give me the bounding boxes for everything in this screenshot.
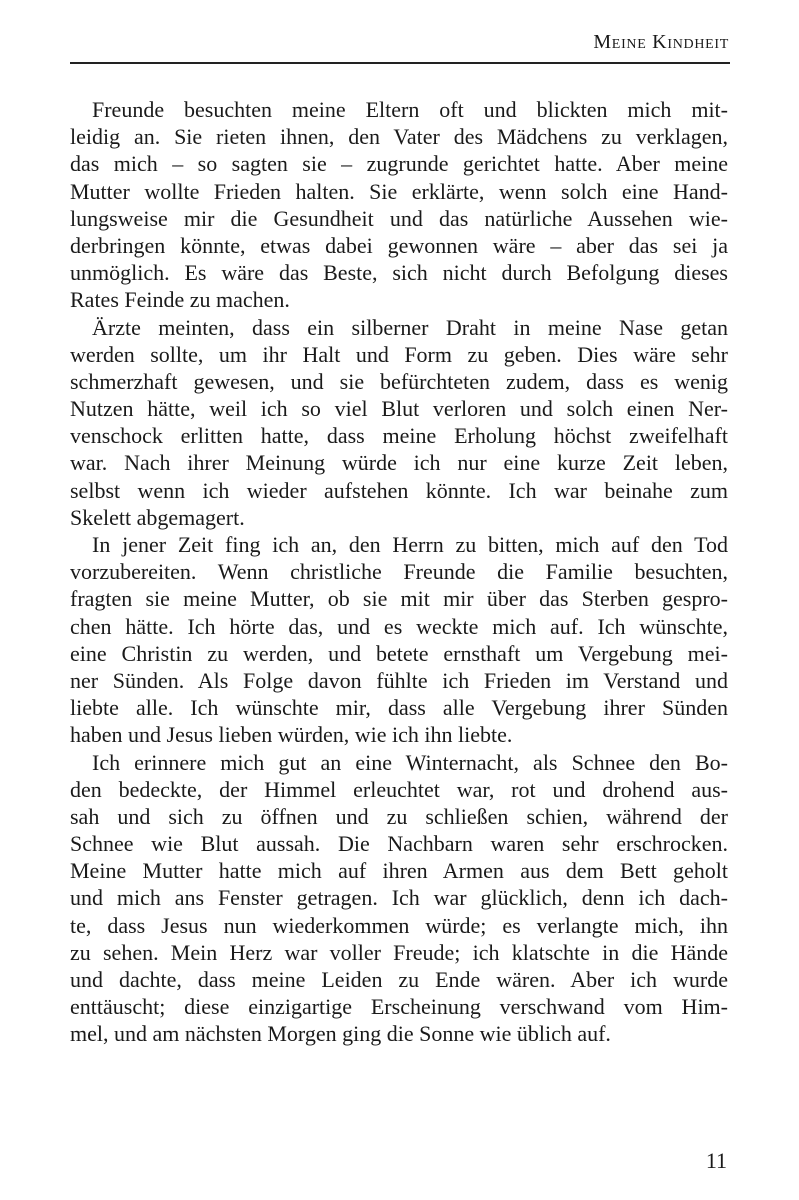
text-line: Ärzte meinten, dass ein silberner Draht in meine Nase getan [92, 314, 728, 340]
paragraph-4 [70, 749, 728, 1048]
text-line: schmerzhaft gewesen, und sie befürchteten zudem, dass es wenig [70, 368, 728, 394]
text-line: Schnee wie Blut aussah. Die Nachbarn waren sehr erschrocken. [70, 831, 728, 857]
page-number: 11 [705, 1148, 727, 1173]
text-line: Skelett abgemagert. [70, 504, 245, 530]
text-line: chen hätte. Ich hörte das, und es weckte mich auf. Ich wünschte, [70, 613, 728, 639]
text-line: Ich erinnere mich gut an eine Winternacht, als Schnee den Bo- [92, 749, 728, 775]
text-line: leidig an. Sie rieten ihnen, den Vater des Mädchens zu verklagen, [70, 124, 728, 150]
text-line: Mutter wollte Frieden halten. Sie erklärte, wenn solch eine Hand- [70, 178, 728, 204]
text-line: zu sehen. Mein Herz war voller Freude; ich klatschte in die Hände [70, 939, 728, 965]
text-line: venschock erlitten hatte, dass meine Erholung höchst zweifelhaft [70, 423, 728, 449]
text-line: selbst wenn ich wieder aufstehen könnte. Ich war beinahe zum [70, 477, 728, 503]
text-line: enttäuscht; diese einzigartige Erscheinung verschwand vom Him- [70, 994, 728, 1020]
text-line: Meine Mutter hatte mich auf ihren Armen aus dem Bett geholt [70, 858, 728, 884]
header-rule [70, 62, 730, 64]
text-line: Freunde besuchten meine Eltern oft und blickten mich mit- [92, 97, 728, 122]
paragraph-3 [70, 531, 728, 749]
body-text [70, 96, 728, 1048]
text-line: das mich – so sagten sie – zugrunde gerichtet hatte. Aber meine [70, 151, 728, 177]
text-line: war. Nach ihrer Meinung würde ich nur eine kurze Zeit leben, [70, 450, 728, 476]
text-line: sah und sich zu öffnen und zu schließen schien, während der [70, 803, 728, 829]
text-line: unmöglich. Es wäre das Beste, sich nicht durch Befolgung dieses [70, 260, 728, 286]
text-line: ner Sünden. Als Folge davon fühlte ich Frieden im Verstand und [70, 667, 728, 693]
text-line: den bedeckte, der Himmel erleuchtet war, rot und drohend aus- [70, 776, 728, 802]
paragraph-1 [70, 96, 728, 314]
text-line: lungsweise mir die Gesundheit und das natürliche Aussehen wie- [70, 205, 728, 231]
text-line: te, dass Jesus nun wiederkommen würde; es verlangte mich, ihn [70, 912, 728, 938]
text-line: vorzubereiten. Wenn christliche Freunde die Familie besuchten, [70, 559, 728, 585]
text-line: derbringen könnte, etwas dabei gewonnen wäre – aber das sei ja [70, 232, 728, 258]
text-line: mel, und am nächsten Morgen ging die Sonne wie üblich auf. [70, 1021, 611, 1047]
paragraph-2 [70, 314, 728, 532]
text-line: Rates Feinde zu machen. [70, 287, 290, 313]
text-line: eine Christin zu werden, und betete ernsthaft um Vergebung mei- [70, 640, 728, 666]
text-line: Nutzen hätte, weil ich so viel Blut verloren und solch einen Ner- [70, 396, 728, 422]
text-line: haben und Jesus lieben würden, wie ich ihn liebte. [70, 722, 513, 748]
text-line: und dachte, dass meine Leiden zu Ende wären. Aber ich wurde [70, 967, 728, 992]
running-header: Meine Kindheit [593, 31, 729, 53]
text-line: und mich ans Fenster getragen. Ich war glücklich, denn ich dach- [70, 885, 728, 911]
text-line: In jener Zeit fing ich an, den Herrn zu bitten, mich auf den Tod [92, 532, 728, 557]
text-line: liebte alle. Ich wünschte mir, dass alle Vergebung ihrer Sünden [70, 695, 728, 721]
text-line: werden sollte, um ihr Halt und Form zu geben. Dies wäre sehr [70, 341, 728, 367]
text-line: fragten sie meine Mutter, ob sie mit mir über das Sterben gespro- [70, 586, 728, 612]
